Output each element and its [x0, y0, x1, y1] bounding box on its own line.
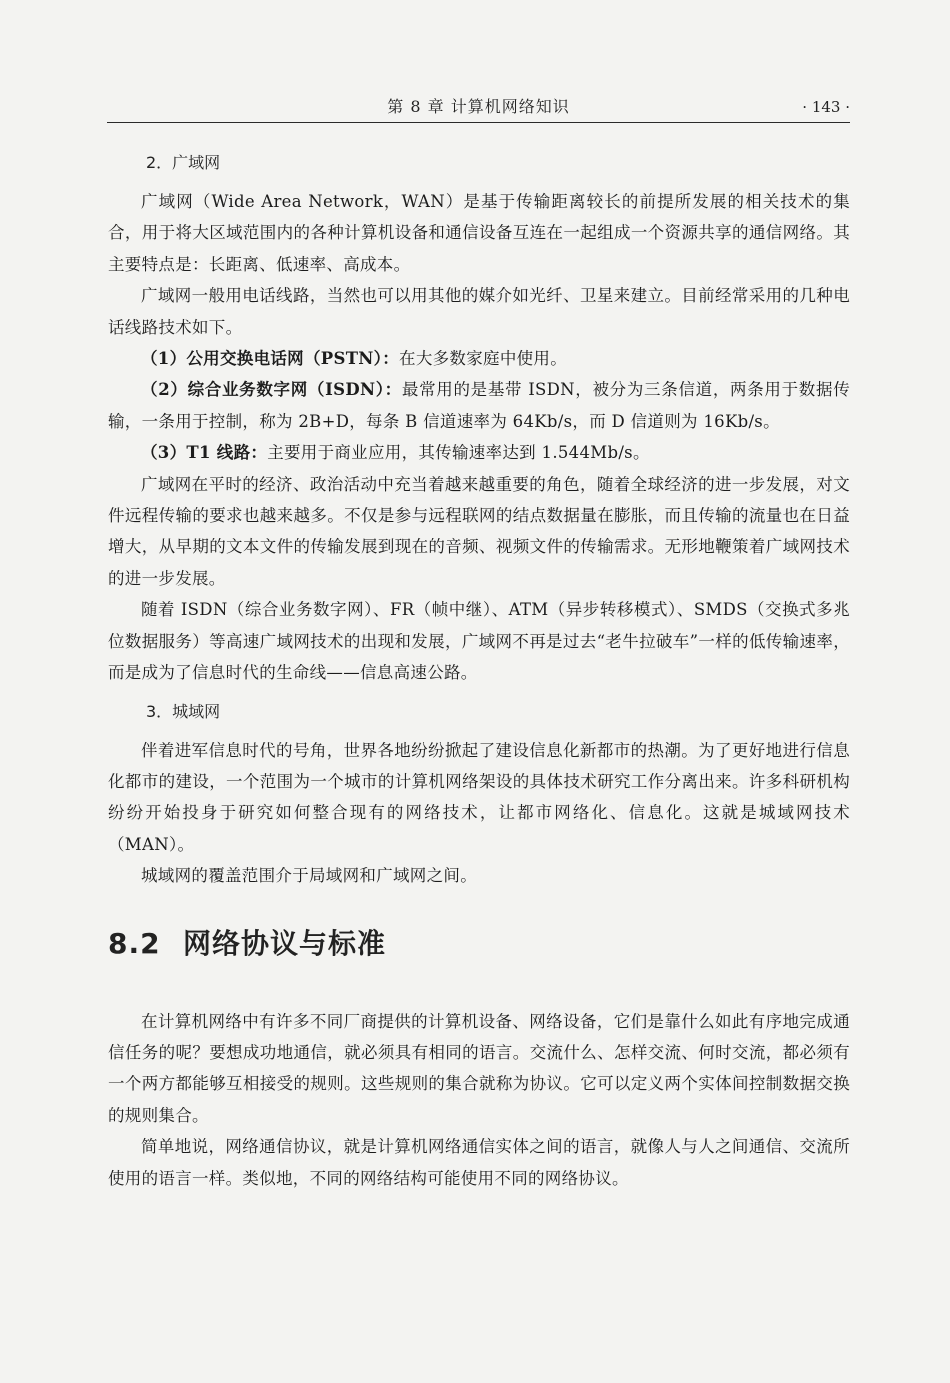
page-header [107, 92, 850, 123]
page-number: · 143 · [802, 98, 850, 116]
wan-paragraph-2: 广域网一般用电话线路，当然也可以用其他的媒介如光纤、卫星来建立。目前经常采用的几种电话线路技术如下。 [108, 286, 850, 337]
wan-item-isdn [108, 374, 850, 437]
item-text: 主要用于商业应用，其传输速率达到 1.544Mb/s。 [267, 443, 650, 463]
man-heading: 3．城域网 [146, 701, 221, 721]
item-title: （1）公用交换电话网（PSTN）： [141, 349, 400, 369]
wan-paragraph-1: 广域网（Wide Area Network，WAN）是基于传输距离较长的前提所发展的相关技术的集合，用于将大区域范围内的各种计算机设备和通信设备互连在一起组成一个资源共享的通信网络。其主要特点是：长距离、低速率、高成本。 [108, 192, 850, 274]
wan-item-pstn [108, 343, 850, 374]
item-title: （3）T1 线路： [141, 443, 268, 463]
man-paragraph-1: 伴着进军信息时代的号角，世界各地纷纷掀起了建设信息化新都市的热潮。为了更好地进行信息化都市的建设，一个范围为一个城市的计算机网络架设的具体技术研究工作分离出来。许多科研机构纷纷开始投身于研究如何整合现有的网络技术，让都市网络化、信息化。这就是城域网技术（MAN）。 [108, 740, 850, 854]
item-text: 在大多数家庭中使用。 [399, 349, 568, 369]
protocols-paragraph-2: 简单地说，网络通信协议，就是计算机网络通信实体之间的语言，就像人与人之间通信、交流所使用的语言一样。类似地，不同的网络结构可能使用不同的网络协议。 [108, 1137, 850, 1188]
chapter-title: 第 8 章 计算机网络知识 [387, 97, 570, 116]
wan-paragraph-3: 广域网在平时的经济、政治活动中充当着越来越重要的角色，随着全球经济的进一步发展，对文件远程传输的要求也越来越多。不仅是参与远程联网的结点数据量在膨胀，而且传输的流量也在日益增大，从早期的文本文件的传输发展到现在的音频、视频文件的传输需求。无形地鞭策着广域网技术的进一步发展。 [108, 474, 850, 588]
section-number: 8.2 [108, 926, 161, 960]
protocols-paragraph-1: 在计算机网络中有许多不同厂商提供的计算机设备、网络设备，它们是靠什么如此有序地完成通信任务的呢？要想成功地通信，就必须具有相同的语言。交流什么、怎样交流、何时交流，都必须有一个两方都能够互相接受的规则。这些规则的集合就称为协议。它可以定义两个实体间控制数据交换的规则集合。 [108, 1011, 850, 1125]
section-title: 网络协议与标准 [183, 926, 387, 960]
item-title: （2）综合业务数字网（ISDN）： [141, 380, 402, 400]
wan-item-t1 [108, 437, 850, 468]
item-text: 最常用的是基带 ISDN，被分为三条信道，两条用于数据传输，一条用于控制，称为 2B+D，每条 B 信道速率为 64Kb/s，而 D 信道则为 16Kb/s。 [108, 380, 850, 431]
man-paragraph-2: 城域网的覆盖范围介于局域网和广域网之间。 [141, 866, 477, 886]
wan-paragraph-4: 随着 ISDN（综合业务数字网）、FR（帧中继）、ATM（异步转移模式）、SMDS（交换式多兆位数据服务）等高速广域网技术的出现和发展，广域网不再是过去“老牛拉破车”一样的低传输速率，而是成为了信息时代的生命线——信息高速公路。 [108, 600, 850, 683]
section-heading [108, 924, 850, 964]
wan-heading: 2．广域网 [146, 153, 221, 172]
page-body [108, 148, 850, 1194]
